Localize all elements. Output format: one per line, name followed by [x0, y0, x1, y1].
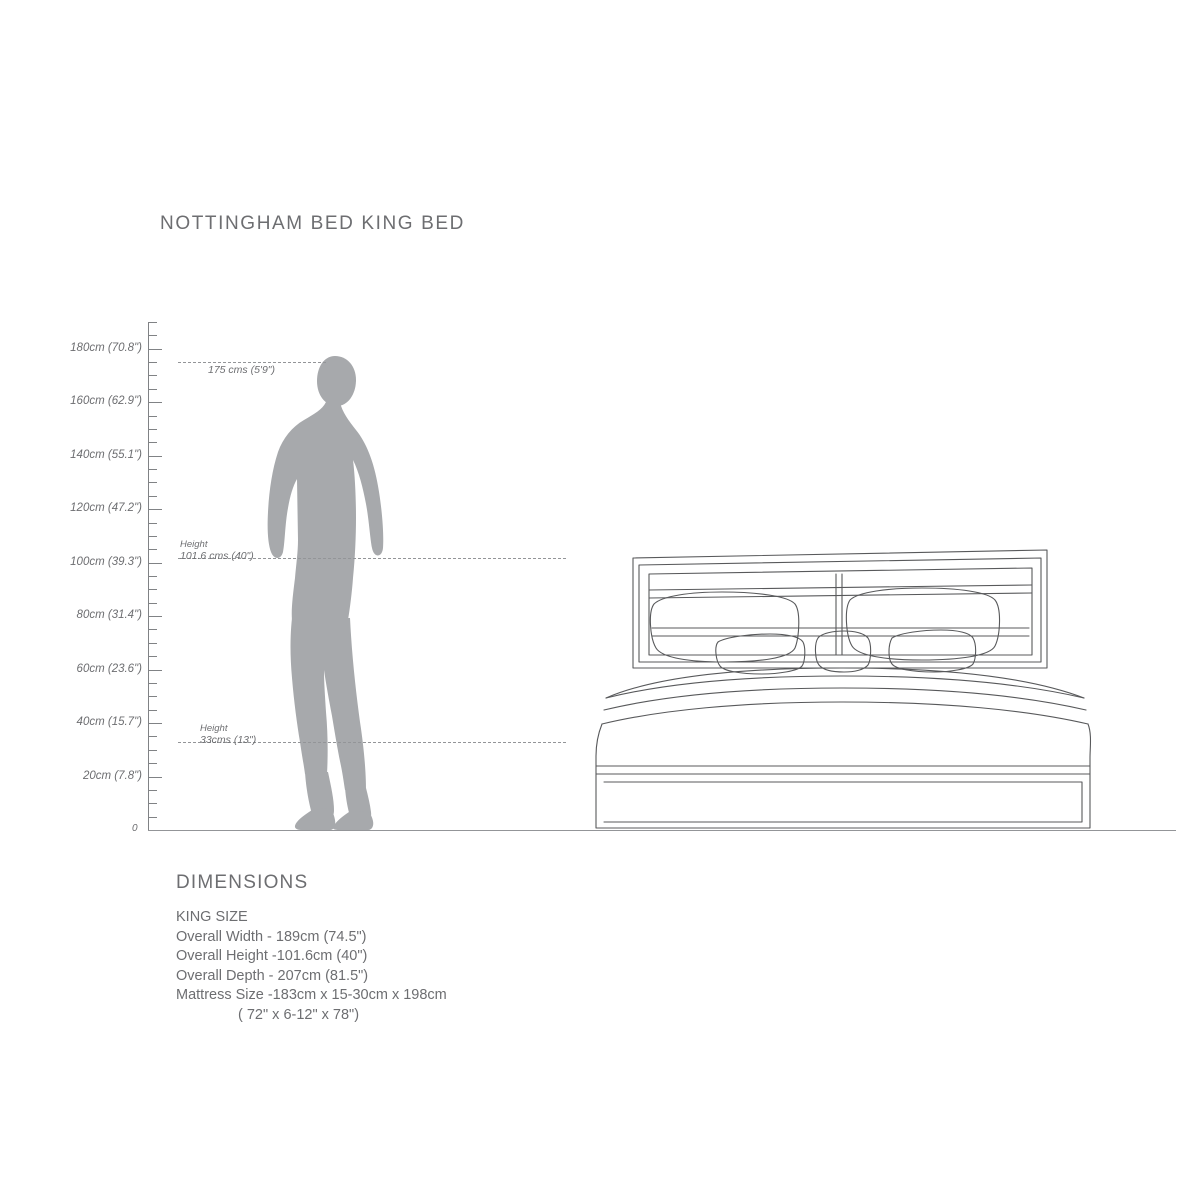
- ruler-tick-minor: [149, 710, 157, 711]
- guide-caption-value: 101.6 cms (40"): [180, 550, 254, 563]
- ruler-label: 140cm (55.1"): [70, 448, 142, 461]
- ruler-tick-minor: [149, 549, 157, 550]
- ruler-label: 60cm (23.6"): [76, 662, 142, 675]
- guide-caption-title: Height: [180, 539, 208, 551]
- ruler-tick-minor: [149, 536, 157, 537]
- dimensions-line: Overall Height -101.6cm (40"): [176, 948, 368, 964]
- bed-illustration: [592, 538, 1092, 830]
- dimensions-line: Overall Depth - 207cm (81.5"): [176, 967, 369, 984]
- dimensions-line: Overall Width - 189cm (74.5"): [176, 928, 367, 945]
- ruler-label-zero: 0: [132, 823, 138, 834]
- ruler-tick-minor: [149, 375, 157, 376]
- dimensions-heading: DIMENSIONS: [176, 872, 309, 893]
- ruler-tick-minor: [149, 790, 157, 791]
- ruler-tick-minor: [149, 803, 157, 804]
- ruler-tick-major: [149, 509, 162, 510]
- ruler-tick-minor: [149, 482, 157, 483]
- ruler-tick-major: [149, 563, 162, 564]
- page-title: NOTTINGHAM BED KING BED: [160, 213, 465, 234]
- ground-line: [148, 830, 1176, 831]
- ruler-label: 160cm (62.9"): [70, 395, 142, 408]
- ruler-tick-major: [149, 723, 162, 724]
- dimensions-mattress-inches: ( 72" x 6-12" x 78"): [238, 1006, 360, 1023]
- guide-caption-value: 33cms (13"): [200, 733, 257, 746]
- ruler-tick-major: [149, 616, 162, 617]
- ruler-tick-minor: [149, 429, 157, 430]
- ruler-label: 40cm (15.7"): [76, 716, 142, 729]
- ruler-tick-minor: [149, 817, 157, 818]
- ruler-label: 120cm (47.2"): [70, 502, 142, 515]
- ruler-tick-major: [149, 402, 162, 403]
- ruler-tick-minor: [149, 696, 157, 697]
- ruler-tick-minor: [149, 629, 157, 630]
- ruler-tick-minor: [149, 656, 157, 657]
- ruler-tick-minor: [149, 523, 157, 524]
- guide-line-person-height: [178, 362, 326, 363]
- dimensions-size-label: KING SIZE: [176, 909, 248, 925]
- ruler-label: 100cm (39.3"): [70, 555, 142, 568]
- ruler-tick-minor: [149, 643, 157, 644]
- ruler-label: 180cm (70.8"): [70, 341, 142, 354]
- guide-caption-person-height: [208, 364, 275, 376]
- person-silhouette: [252, 352, 412, 830]
- ruler-tick-minor: [149, 362, 157, 363]
- ruler-tick-minor: [149, 335, 157, 336]
- ruler-tick-minor: [149, 322, 157, 323]
- ruler-tick-major: [149, 456, 162, 457]
- scale-ruler: [148, 322, 162, 830]
- ruler-tick-minor: [149, 683, 157, 684]
- guide-caption-value: 175 cms (5'9"): [208, 364, 276, 377]
- ruler-tick-minor: [149, 763, 157, 764]
- guide-caption-title: Height: [200, 722, 228, 734]
- ruler-tick-minor: [149, 416, 157, 417]
- ruler-tick-major: [149, 349, 162, 350]
- ruler-tick-minor: [149, 736, 157, 737]
- ruler-label: 80cm (31.4"): [76, 609, 142, 622]
- dimensions-block: [176, 872, 696, 1025]
- ruler-tick-minor: [149, 589, 157, 590]
- ruler-tick-minor: [149, 576, 157, 577]
- ruler-tick-major: [149, 670, 162, 671]
- ruler-tick-minor: [149, 442, 157, 443]
- guide-caption-bed-overall-height: [180, 539, 254, 562]
- ruler-tick-minor: [149, 389, 157, 390]
- ruler-tick-minor: [149, 750, 157, 751]
- ruler-tick-minor: [149, 603, 157, 604]
- guide-caption-bed-base-height: [200, 723, 256, 746]
- ruler-tick-major: [149, 777, 162, 778]
- ruler-tick-minor: [149, 469, 157, 470]
- dimensions-line: Mattress Size -183cm x 15-30cm x 198cm: [176, 987, 447, 1003]
- ruler-label: 20cm (7.8"): [82, 769, 142, 782]
- ruler-tick-minor: [149, 496, 157, 497]
